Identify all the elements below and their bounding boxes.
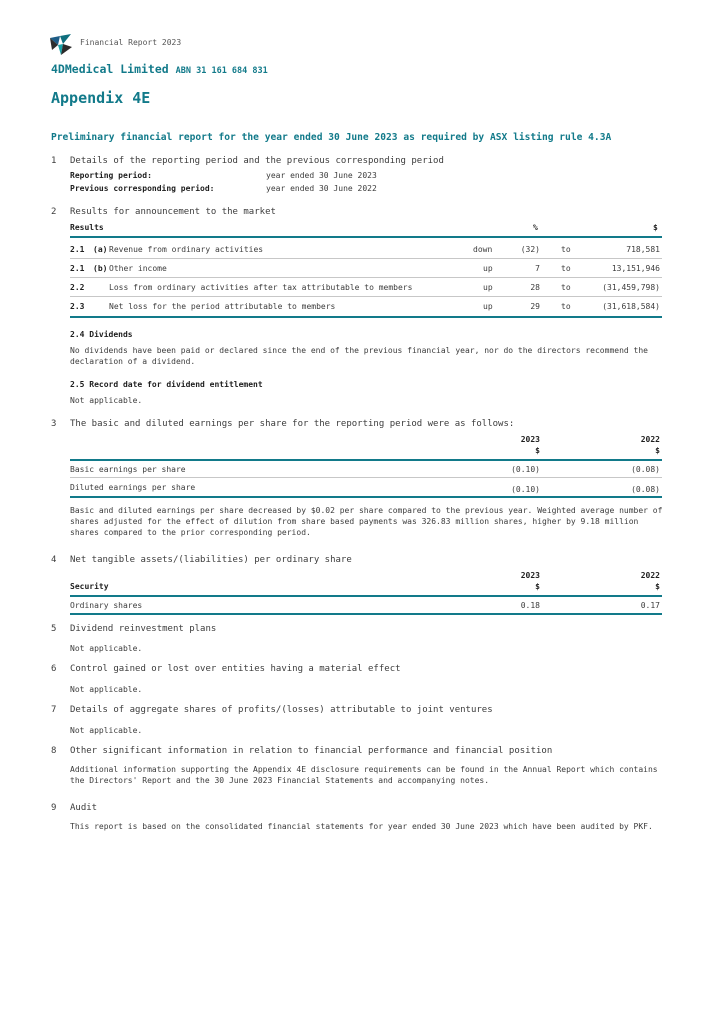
results-row-desc: Other income — [109, 264, 167, 273]
results-row-to: to — [561, 302, 571, 311]
section-text: Not applicable. — [70, 685, 143, 694]
table-rule — [70, 296, 662, 297]
results-row-to: to — [561, 264, 571, 273]
section-title: Other significant information in relation to financial performance and financial position — [70, 746, 553, 756]
results-row-amount: (31,618,584) — [602, 302, 660, 311]
results-row-number: 2.3 — [70, 302, 85, 311]
results-row-sub: (a) — [93, 245, 108, 254]
section-title: Control gained or lost over entities having a material effect — [70, 664, 401, 674]
results-row-number: 2.1 — [70, 264, 85, 273]
eps-row-2023: (0.10) — [511, 465, 540, 474]
nta-unit-2022: $ — [655, 582, 660, 591]
eps-row-label: Diluted earnings per share — [70, 483, 196, 492]
reporting-period-value: year ended 30 June 2023 — [266, 171, 377, 180]
results-row-to: to — [561, 283, 571, 292]
page-title: Appendix 4E — [51, 89, 151, 107]
nta-col-label: Security — [70, 582, 109, 591]
nta-row-label: Ordinary shares — [70, 601, 143, 610]
nta-unit-2023: $ — [535, 582, 540, 591]
section-number: 1 — [51, 156, 57, 166]
reporting-period-label: Reporting period: — [70, 171, 152, 180]
company-name — [51, 62, 268, 76]
nta-row-2023: 0.18 — [520, 601, 540, 610]
results-header-label: Results — [70, 223, 104, 232]
results-row-amount: 13,151,946 — [611, 264, 660, 273]
company-logo-icon — [50, 34, 72, 56]
section-number: 5 — [51, 624, 57, 634]
table-rule — [70, 236, 662, 238]
results-row-desc: Revenue from ordinary activities — [109, 245, 264, 254]
dividends-heading: 2.4 Dividends — [70, 330, 133, 339]
nta-year-2022: 2022 — [640, 571, 660, 580]
eps-unit-2022: $ — [655, 446, 660, 455]
results-row-direction: up — [483, 264, 493, 273]
results-row-number: 2.1 — [70, 245, 85, 254]
results-row-to: to — [561, 245, 571, 254]
section-title: Details of the reporting period and the previous corresponding period — [70, 156, 444, 166]
table-rule — [70, 496, 662, 498]
results-row-direction: up — [483, 283, 493, 292]
results-row-pct: 7 — [535, 264, 540, 273]
results-row-desc: Net loss for the period attributable to members — [109, 302, 336, 311]
section-number: 2 — [51, 207, 57, 217]
results-row-amount: 718,581 — [626, 245, 660, 254]
eps-row-label: Basic earnings per share — [70, 465, 186, 474]
table-rule — [70, 613, 662, 615]
section-number: 8 — [51, 746, 57, 756]
section-title: Net tangible assets/(liabilities) per ordinary share — [70, 555, 352, 565]
section-text: Not applicable. — [70, 644, 143, 653]
record-date-text: Not applicable. — [70, 396, 143, 405]
section-title: The basic and diluted earnings per share for the reporting period were as follows: — [70, 419, 515, 429]
results-row-sub: (b) — [93, 264, 108, 273]
results-row-amount: (31,459,798) — [602, 283, 660, 292]
section-text: Not applicable. — [70, 726, 143, 735]
section-number: 3 — [51, 419, 57, 429]
results-row-desc: Loss from ordinary activities after tax attributable to members — [109, 283, 413, 292]
previous-period-value: year ended 30 June 2022 — [266, 184, 377, 193]
section-title: Results for announcement to the market — [70, 207, 276, 217]
record-date-heading: 2.5 Record date for dividend entitlement — [70, 380, 263, 389]
eps-note: Basic and diluted earnings per share decreased by $0.02 per share compared to the previous year. Weighted average number of shares adjusted for the effect of dilution from share based payments was 326.83 million shares, higher by 9.18 million shares compared to the prior corresponding period. — [70, 506, 663, 537]
section-number: 9 — [51, 803, 57, 813]
eps-row-2022: (0.08) — [631, 465, 660, 474]
results-row-pct: 29 — [530, 302, 540, 311]
eps-year-2023: 2023 — [520, 435, 540, 444]
table-rule — [70, 595, 662, 597]
abn: ABN 31 161 684 831 — [175, 66, 268, 76]
table-rule — [70, 277, 662, 278]
company-name-text: 4DMedical Limited — [51, 62, 169, 76]
section-text: Additional information supporting the Appendix 4E disclosure requirements can be found in the Annual Report which contains the Directors' Report and the 30 June 2023 Financial Statements and accompanying notes. — [70, 765, 658, 785]
results-header-pct: % — [533, 223, 538, 232]
eps-unit-2023: $ — [535, 446, 540, 455]
results-row-direction: up — [483, 302, 493, 311]
section-title: Audit — [70, 803, 98, 813]
table-rule — [70, 459, 662, 461]
table-rule — [70, 316, 662, 318]
results-row-number: 2.2 — [70, 283, 85, 292]
report-subtitle: Preliminary financial report for the year ended 30 June 2023 as required by ASX listing rule 4.3A — [51, 132, 612, 143]
nta-year-2023: 2023 — [520, 571, 540, 580]
results-row-pct: 28 — [530, 283, 540, 292]
section-number: 7 — [51, 705, 57, 715]
section-number: 4 — [51, 555, 57, 565]
dividends-text: No dividends have been paid or declared since the end of the previous financial year, nor do the directors recommend the declaration of a dividend. — [70, 346, 648, 366]
section-text: This report is based on the consolidated financial statements for year ended 30 June 2023 which have been audited by PKF. — [70, 822, 653, 831]
nta-row-2022: 0.17 — [640, 601, 660, 610]
table-rule — [70, 477, 662, 478]
results-header-dollar: $ — [653, 223, 658, 232]
previous-period-label: Previous corresponding period: — [70, 184, 215, 193]
section-number: 6 — [51, 664, 57, 674]
eps-year-2022: 2022 — [640, 435, 660, 444]
table-rule — [70, 258, 662, 259]
results-row-pct: (32) — [520, 245, 540, 254]
results-row-direction: down — [473, 245, 493, 254]
eps-row-2023: (0.10) — [511, 485, 540, 494]
document-title: Financial Report 2023 — [80, 38, 182, 47]
section-title: Details of aggregate shares of profits/(losses) attributable to joint ventures — [70, 705, 493, 715]
eps-row-2022: (0.08) — [631, 485, 660, 494]
section-title: Dividend reinvestment plans — [70, 624, 217, 634]
